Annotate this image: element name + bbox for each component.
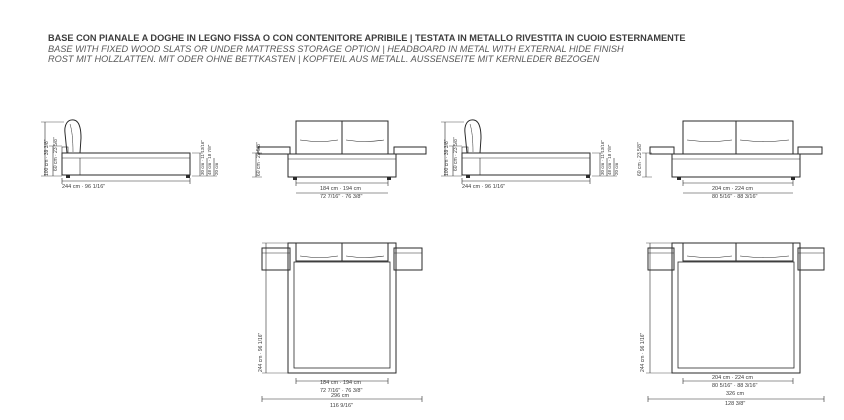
front-view-large-width-cm: 204 cm · 224 cm: [712, 186, 753, 192]
side-view-1-height-30-label: 30 cm · 11 13/16": [200, 139, 205, 175]
side-view-1-length-label: 244 cm · 96 1/16": [62, 184, 106, 190]
plan-view-small-overall-in: 116 9/16": [330, 403, 353, 409]
side-view-1-height-48-label: 48 cm · 18 7/8": [207, 144, 212, 175]
front-view-large-height-label: 60 cm · 23 5/8": [637, 142, 643, 176]
plan-view-small-length-label: 244 cm · 96 1/16": [258, 332, 264, 372]
front-view-large: [642, 121, 822, 193]
plan-view-small-overall-cm: 296 cm: [331, 393, 350, 399]
side-view-2-height-30-label: 30 cm · 11 13/16": [600, 139, 605, 175]
plan-view-large-width-cm: 204 cm · 224 cm: [712, 375, 753, 381]
side-view-1-height-20-label: 20 cm: [214, 162, 219, 175]
side-view-1-height-100-label: 100 cm · 39 3/8": [44, 139, 50, 176]
side-view-2: [441, 120, 619, 190]
plan-view-large-length-label: 244 cm · 96 1/16": [640, 332, 646, 372]
plan-view-large-overall-cm: 326 cm: [726, 391, 745, 397]
front-view-small-height-label: 60 cm · 23 5/8": [256, 142, 262, 176]
side-view-1-height-60-label: 60 cm · 23 5/8": [53, 137, 59, 171]
side-view-1: [41, 120, 219, 190]
side-view-2-length-label: 244 cm · 96 1/16": [462, 184, 506, 190]
header-english: BASE WITH FIXED WOOD SLATS OR UNDER MATTRESS STORAGE OPTION | HEADBOARD IN METAL WITH EXTERNAL HIDE FINISH: [48, 43, 624, 54]
plan-view-small-width-cm: 184 cm · 194 cm: [320, 380, 361, 386]
side-view-2-height-100-label: 100 cm · 39 3/8": [444, 139, 450, 176]
front-view-small-width-in: 72 7/16" · 76 3/8": [320, 194, 363, 200]
front-view-small-width-cm: 184 cm · 194 cm: [320, 186, 361, 192]
side-view-2-height-20-label: 20 cm: [614, 162, 619, 175]
plan-view-large-overall-in: 128 3/8": [725, 401, 746, 407]
front-view-large-width-in: 80 5/16" · 88 3/16": [712, 194, 758, 200]
header-italian: BASE CON PIANALE A DOGHE IN LEGNO FISSA O CON CONTENITORE APRIBILE | TESTATA IN METALLO RIVESTITA IN CUOIO ESTERNAMENTE: [48, 33, 686, 43]
plan-view-small: [262, 243, 422, 402]
side-view-2-height-48-label: 48 cm · 18 7/8": [607, 144, 612, 175]
side-view-2-height-60-label: 60 cm · 23 5/8": [453, 137, 459, 171]
plan-view-large-width-in: 80 5/16" · 88 3/16": [712, 383, 758, 389]
plan-view-small-width-in: 72 7/16" · 76 3/8": [320, 388, 363, 394]
header-german: ROST MIT HOLZLATTEN. MIT ODER OHNE BETTKASTEN | KOPFTEIL AUS METALL. AUSSENSEITE MIT KERNLEDER BEZOGEN: [48, 54, 600, 65]
front-view-small: [252, 121, 426, 193]
